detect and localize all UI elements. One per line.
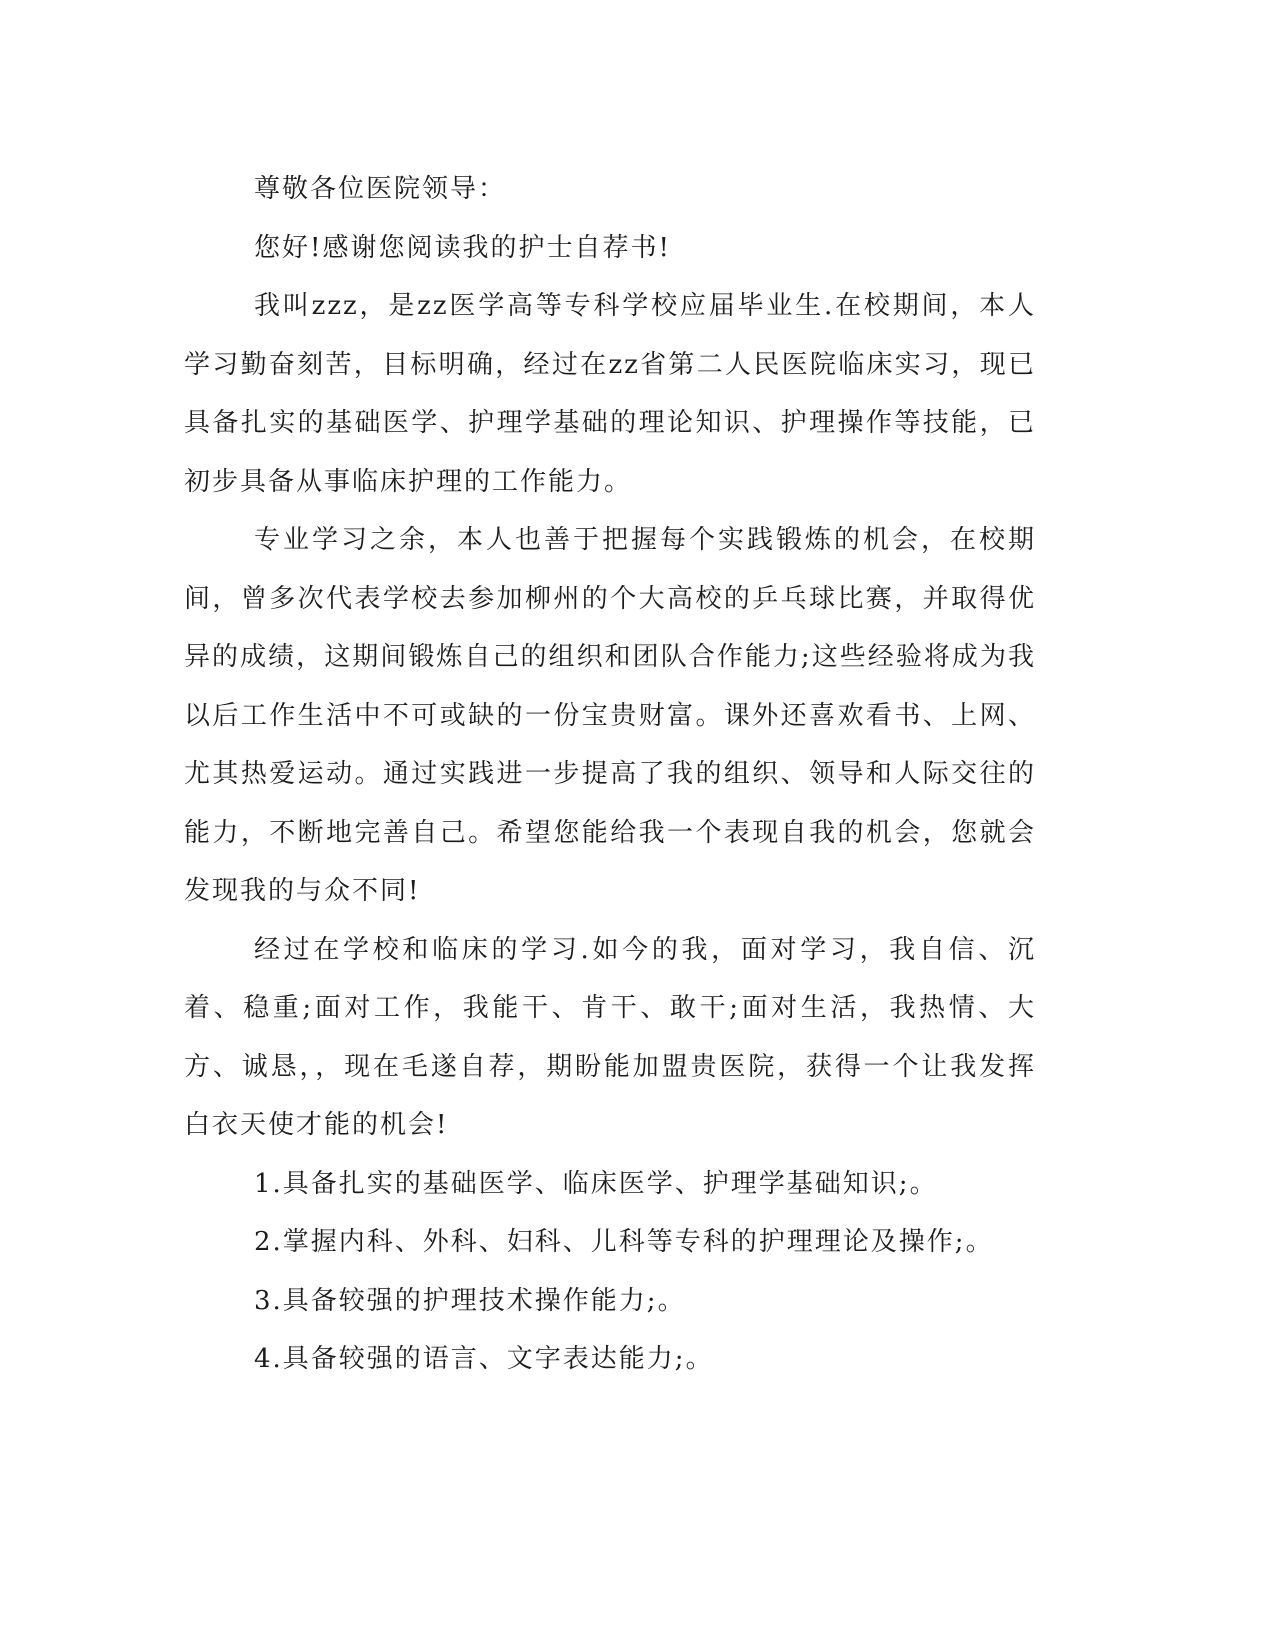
list-item: 2.掌握内科、外科、妇科、儿科等专科的护理理论及操作;。 (254, 1227, 994, 1257)
list-item: 1.具备扎实的基础医学、临床医学、护理学基础知识;。 (254, 1168, 938, 1199)
paragraph-intro: 我叫zzz，是zz医学高等专科学校应届毕业生.在校期间，本人学习勤奋刻苦，目标明确，经过在zz省第二人民医院临床实习，现已具备扎实的基础医学、护理学基础的理论知识、护理操作等技能，已初步具备从事临床护理的工作能力。 (184, 291, 1036, 497)
letter-body (184, 160, 1036, 1389)
list-item: 4.具备较强的语言、文字表达能力;。 (254, 1344, 714, 1374)
greeting: 您好!感谢您阅读我的护士自荐书! (254, 232, 671, 263)
salutation: 尊敬各位医院领导： (254, 174, 507, 204)
paragraph-self-recommendation: 经过在学校和临床的学习.如今的我，面对学习，我自信、沉着、稳重;面对工作，我能干、肯干、敢干;面对生活，我热情、大方、诚恳，，现在毛遂自荐，期盼能加盟贵医院，获得一个让我发挥白衣天使才能的机会! (184, 934, 1036, 1140)
list-item: 3.具备较强的护理技术操作能力;。 (254, 1285, 686, 1316)
paragraph-activities: 专业学习之余，本人也善于把握每个实践锻炼的机会，在校期间，曾多次代表学校去参加柳州的个大高校的乒乓球比赛，并取得优异的成绩，这期间锻炼自己的组织和团队合作能力;这些经验将成为我以后工作生活中不可或缺的一份宝贵财富。课外还喜欢看书、上网、尤其热爱运动。通过实践进一步提高了我的组织、领导和人际交往的能力，不断地完善自己。希望您能给我一个表现自我的机会，您就会发现我的与众不同! (184, 525, 1036, 906)
